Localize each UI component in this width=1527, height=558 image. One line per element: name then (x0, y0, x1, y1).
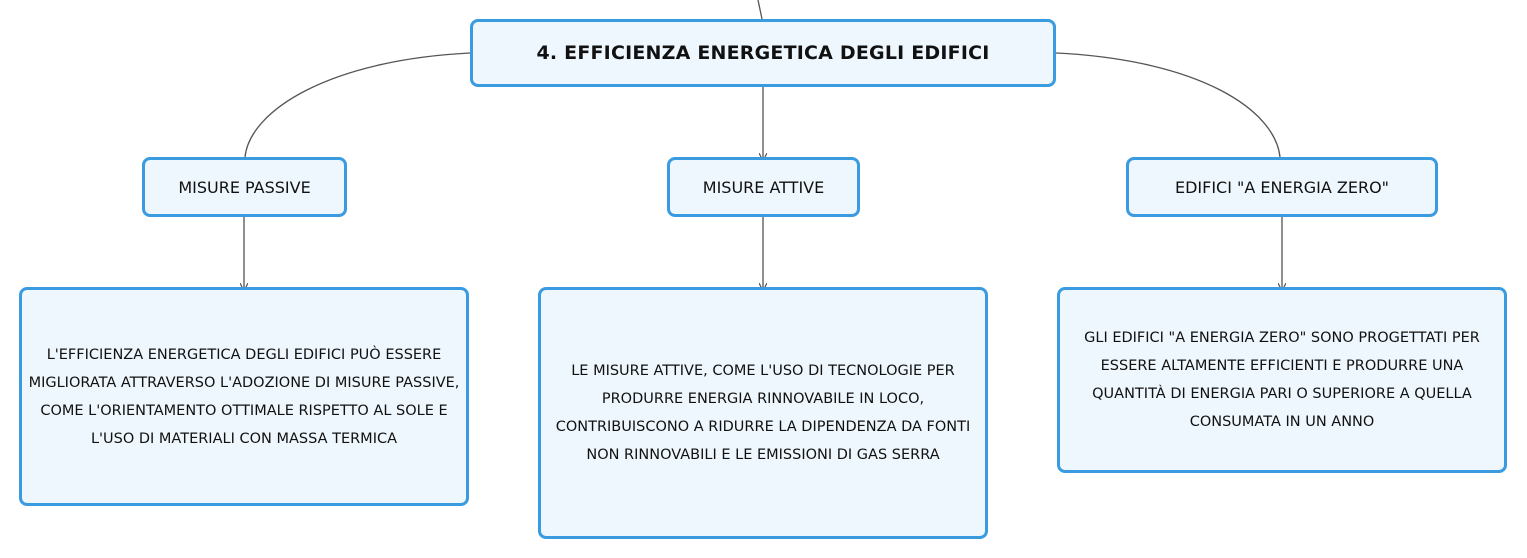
detail-node-misure-attive[interactable] (538, 287, 988, 539)
root-topic-node[interactable] (470, 19, 1056, 87)
detail-text-misure-passive: L'EFFICIENZA ENERGETICA DEGLI EDIFICI PUÒ ESSERE MIGLIORATA ATTRAVERSO L'ADOZIONE DI MISURE PASSIVE, COME L'ORIENTAMENTO OTTIMALE RISPETTO AL SOLE E L'USO DI MATERIALI CON MASSA TERMICA (28, 346, 460, 447)
topic-node-edifici-energia-zero[interactable] (1126, 157, 1438, 217)
detail-node-misure-passive[interactable] (19, 287, 469, 506)
topic-label-misure-attive: MISURE ATTIVE (702, 177, 825, 197)
detail-text-edifici-energia-zero: GLI EDIFICI "A ENERGIA ZERO" SONO PROGETTATI PER ESSERE ALTAMENTE EFFICIENTI E PRODURRE UNA QUANTITÀ DI ENERGIA PARI O SUPERIORE A QUELLA CONSUMATA IN UN ANNO (1084, 330, 1480, 430)
topic-node-misure-passive[interactable] (142, 157, 347, 217)
connector-parent-to-root (758, 0, 762, 19)
detail-node-edifici-energia-zero[interactable] (1057, 287, 1507, 473)
topic-label-misure-passive: MISURE PASSIVE (178, 177, 311, 197)
connector-root-to-misure-passive (245, 53, 470, 157)
topic-node-misure-attive[interactable] (667, 157, 860, 217)
connector-root-to-edifici-zero (1056, 53, 1280, 157)
topic-label-edifici-energia-zero: EDIFICI "A ENERGIA ZERO" (1174, 177, 1390, 197)
detail-text-misure-attive: LE MISURE ATTIVE, COME L'USO DI TECNOLOGIE PER PRODURRE ENERGIA RINNOVABILE IN LOCO, CONTRIBUISCONO A RIDURRE LA DIPENDENZA DA FONTI NON RINNOVABILI E LE EMISSIONI DI GAS SERRA (555, 363, 971, 463)
root-topic-label: 4. EFFICIENZA ENERGETICA DEGLI EDIFICI (536, 42, 990, 64)
